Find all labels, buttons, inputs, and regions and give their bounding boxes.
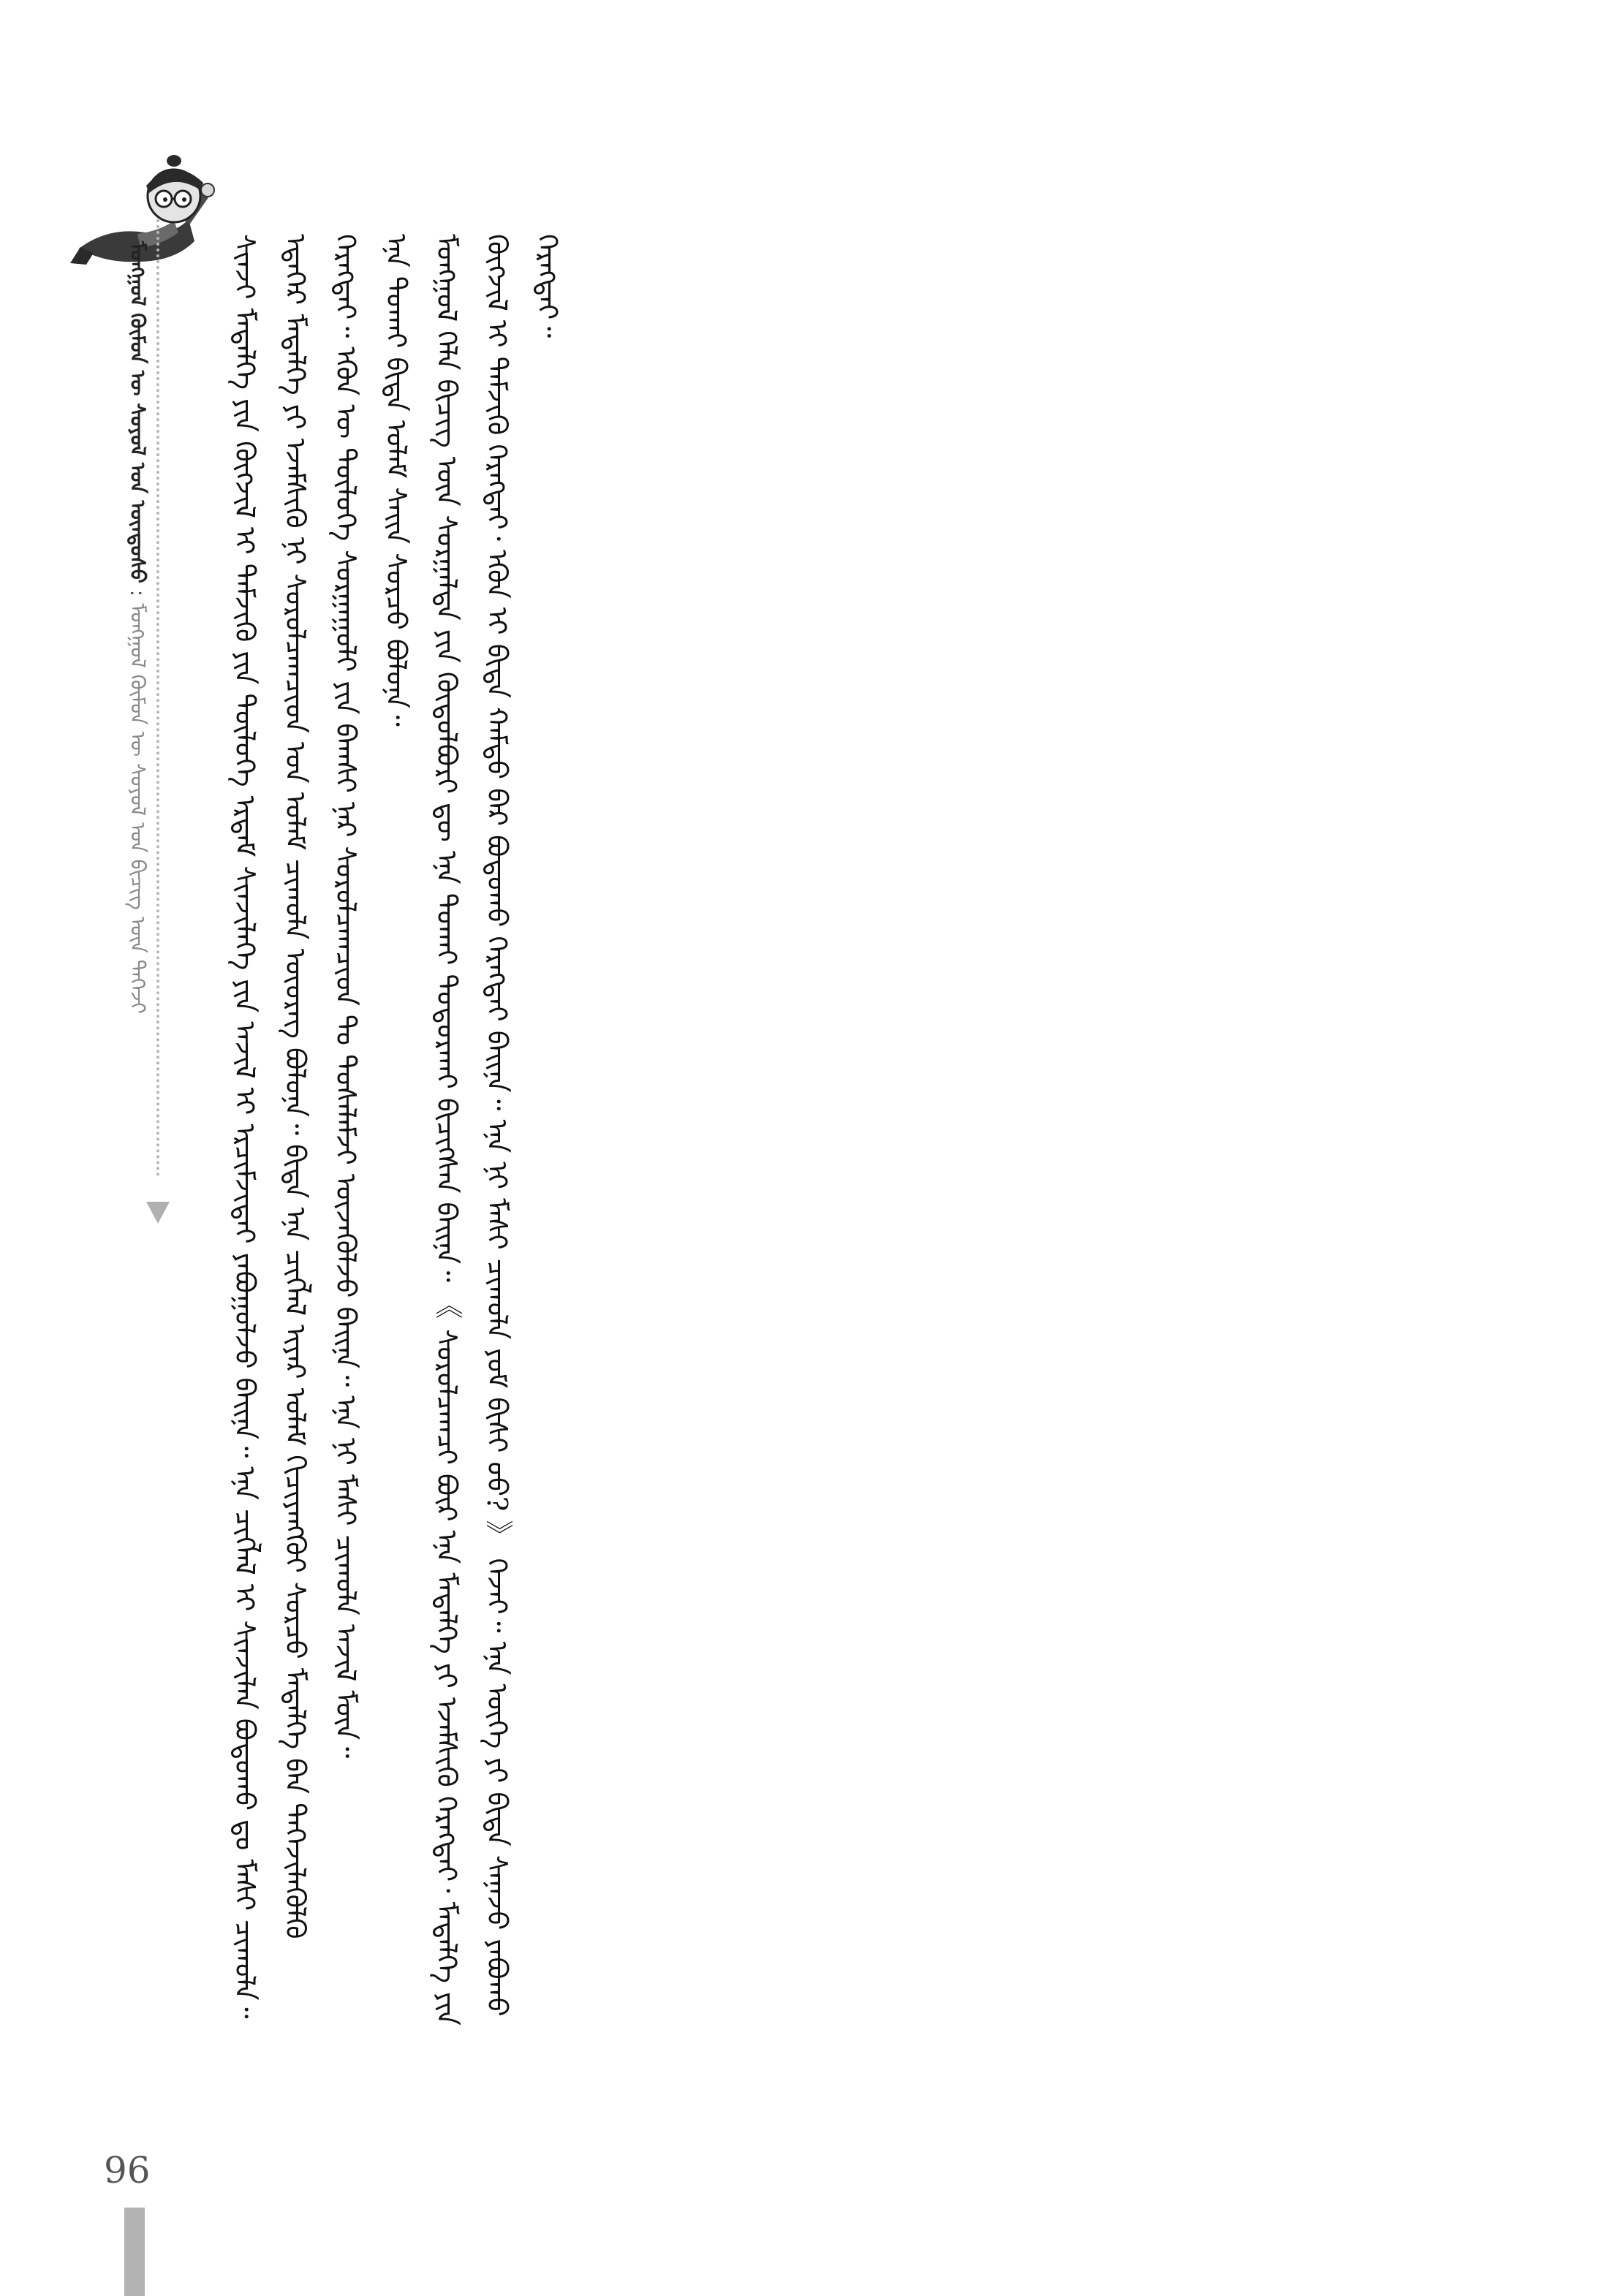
header-triangle-icon xyxy=(143,1199,173,1228)
header-dotted-rule xyxy=(156,219,159,1177)
running-header-separator: : xyxy=(126,583,150,604)
page-number: 96 xyxy=(104,2149,151,2191)
running-header xyxy=(110,241,154,1177)
running-header-light: ᠮᠣᠩᠭᠣᠯ ᠬᠦᠮᠦᠨ ᠦ ᠰᠣᠶᠣᠯ ᠤᠨ ᠪᠢᠴᠢᠭ ᠦᠨ ᠳᠡᠭᠡᠵᠢ xyxy=(126,603,150,1014)
paragraph-2: ᠡᠨᠡ ᠲᠤᠬᠠᠢ ᠪᠢᠳᠡ ᠤᠯᠠᠮ ᠰᠠᠢᠨ ᠰᠤᠷᠴᠤ ᠪᠣᠯᠤᠨᠠ᠃ xyxy=(380,234,412,727)
running-header-text xyxy=(120,241,156,1014)
paragraph-3: ᠮᠣᠩᠭᠣᠯ ᠬᠡᠯᠡ ᠪᠢᠴᠢᠭ ᠦᠨ ᠰᠤᠷᠭᠠᠯᠲᠠ ᠶᠢᠨ ᠬᠥᠲᠦᠯᠪᠦᠷᠢ ᠳᠦ ᠡᠨᠡ ᠲᠤᠬᠠᠢ ᠲᠣᠳᠣᠷᠬᠠᠢ ᠪᠢᠴᠢᠭᠰᠡᠨ ᠪᠠᠢᠨᠠ᠃ 《 ᠰᠤᠷᠤᠯᠴᠠᠭᠴᠢ ᠪᠦᠷ ᠡᠨᠡ ᠮᠡᠳᠡᠯᠭᠡ ᠶᠢ ᠡᠵᠡᠮᠰᠢᠬᠦ ᠬᠡᠷᠡᠭᠲᠡᠢ᠂ ᠮᠡᠳᠡᠯᠭᠡ ᠶᠢᠨ ᠬᠥᠭᠵᠢᠯ ᠢ ᠳᠡᠮᠵᠢᠬᠦ ᠬᠡᠷᠡᠭᠲᠡᠢ᠂ ᠡᠭᠦᠨ ᠢ ᠪᠢᠳᠡ ᠬᠠᠮᠲᠤ ᠪᠡᠷ ᠪᠣᠳᠣᠬᠤ ᠬᠡᠷᠡᠭᠲᠡᠢ ᠪᠠᠢᠨᠠ᠃ ᠡᠨᠡ ᠨᠢ ᠮᠠᠰᠢ ᠴᠢᠬᠤᠯᠠ ᠶᠤᠮ ᠪᠢᠰᠢ ᠤᠤ? 》 ᠬᠡᠵᠡᠢ᠃ ᠡᠨᠡ ᠦᠭᠡ ᠶᠢ ᠪᠢᠳᠡ ᠰᠠᠨᠠᠵᠤ ᠶᠠᠪᠤᠬᠤ ᠬᠡᠷᠡᠭᠲᠡᠢ᠃ xyxy=(431,234,564,2026)
paragraph-1: ᠰᠢᠨᠵᠢ ᠮᠡᠳᠡᠯᠭᠡ ᠶᠢᠨ ᠬᠥᠭᠵᠢᠯ ᠢ ᠳᠡᠮᠵᠢᠬᠦ ᠶᠢᠨ ᠲᠥᠯᠥᠭᠡ ᠡᠷᠳᠡᠮ ᠰᠢᠨᠵᠢᠯᠡᠭᠡ ᠶᠢᠨ ᠠᠵᠢᠯ ᠢ ᠡᠷᠴᠢᠮᠵᠢᠲᠡᠢ ᠶᠠᠪᠤᠭᠤᠯᠵᠤ ᠪᠠᠢᠨᠠ᠃ ᠡᠨᠡ ᠴᠢᠭᠯᠡᠯ ᠢ ᠰᠢᠨᠵᠢᠯᠡᠨ ᠪᠣᠳᠣᠬᠤ ᠳᠤ ᠮᠠᠰᠢ ᠴᠢᠬᠤᠯᠠ᠃ ᠡᠳᠡᠭᠡᠷ ᠮᠡᠳᠡᠯᠭᠡ ᠶᠢ ᠡᠵᠡᠮᠰᠢᠬᠦ ᠨᠢ ᠰᠤᠷᠤᠯᠴᠠᠭᠴᠢᠳ ᠤᠨ ᠤᠯᠠᠮ ᠴᠢᠬᠤᠯᠠ ᠦᠦᠷᠡᠭ ᠪᠣᠯᠤᠨᠠ᠃ ᠪᠢᠳᠡ ᠡᠨᠡ ᠴᠢᠭᠯᠡᠯ ᠢᠶᠡᠷ ᠤᠯᠠᠮ ᠬᠢᠴᠢᠶᠡᠩᠭᠦᠢ ᠰᠤᠷᠴᠤ ᠮᠡᠳᠡᠯᠭᠡ ᠪᠡᠨ ᠳᠡᠭᠡᠵᠢᠯᠡᠭᠦᠯᠬᠦ ᠬᠡᠷᠡᠭᠲᠡᠢ᠃ ᠡᠭᠦᠨ ᠦ ᠲᠥᠯᠥᠭᠡ ᠰᠤᠷᠭᠠᠭᠤᠯᠢ ᠶᠢᠨ ᠪᠠᠭᠰᠢ ᠨᠠᠷ ᠰᠤᠷᠤᠯᠴᠠᠭᠴᠢᠳ ᠲᠤ ᠲᠤᠰᠠᠯᠠᠮᠵᠢ ᠦᠵᠡᠭᠦᠯᠵᠦ ᠪᠠᠢᠨᠠ᠃ ᠡᠨᠡ ᠨᠢ ᠮᠠᠰᠢ ᠴᠢᠬᠤᠯᠠ ᠠᠵᠢᠯ ᠮᠥᠨ᠃ xyxy=(229,234,362,2019)
body-text xyxy=(219,234,863,2039)
page-edge-bar xyxy=(124,2208,145,2296)
running-header-bold: ᠮᠣᠩᠭᠣᠯ ᠬᠦᠮᠦᠨ ᠦ ᠰᠣᠶᠣᠯ ᠤᠨ ᠦᠨᠳᠦᠰᠦ xyxy=(126,241,150,583)
